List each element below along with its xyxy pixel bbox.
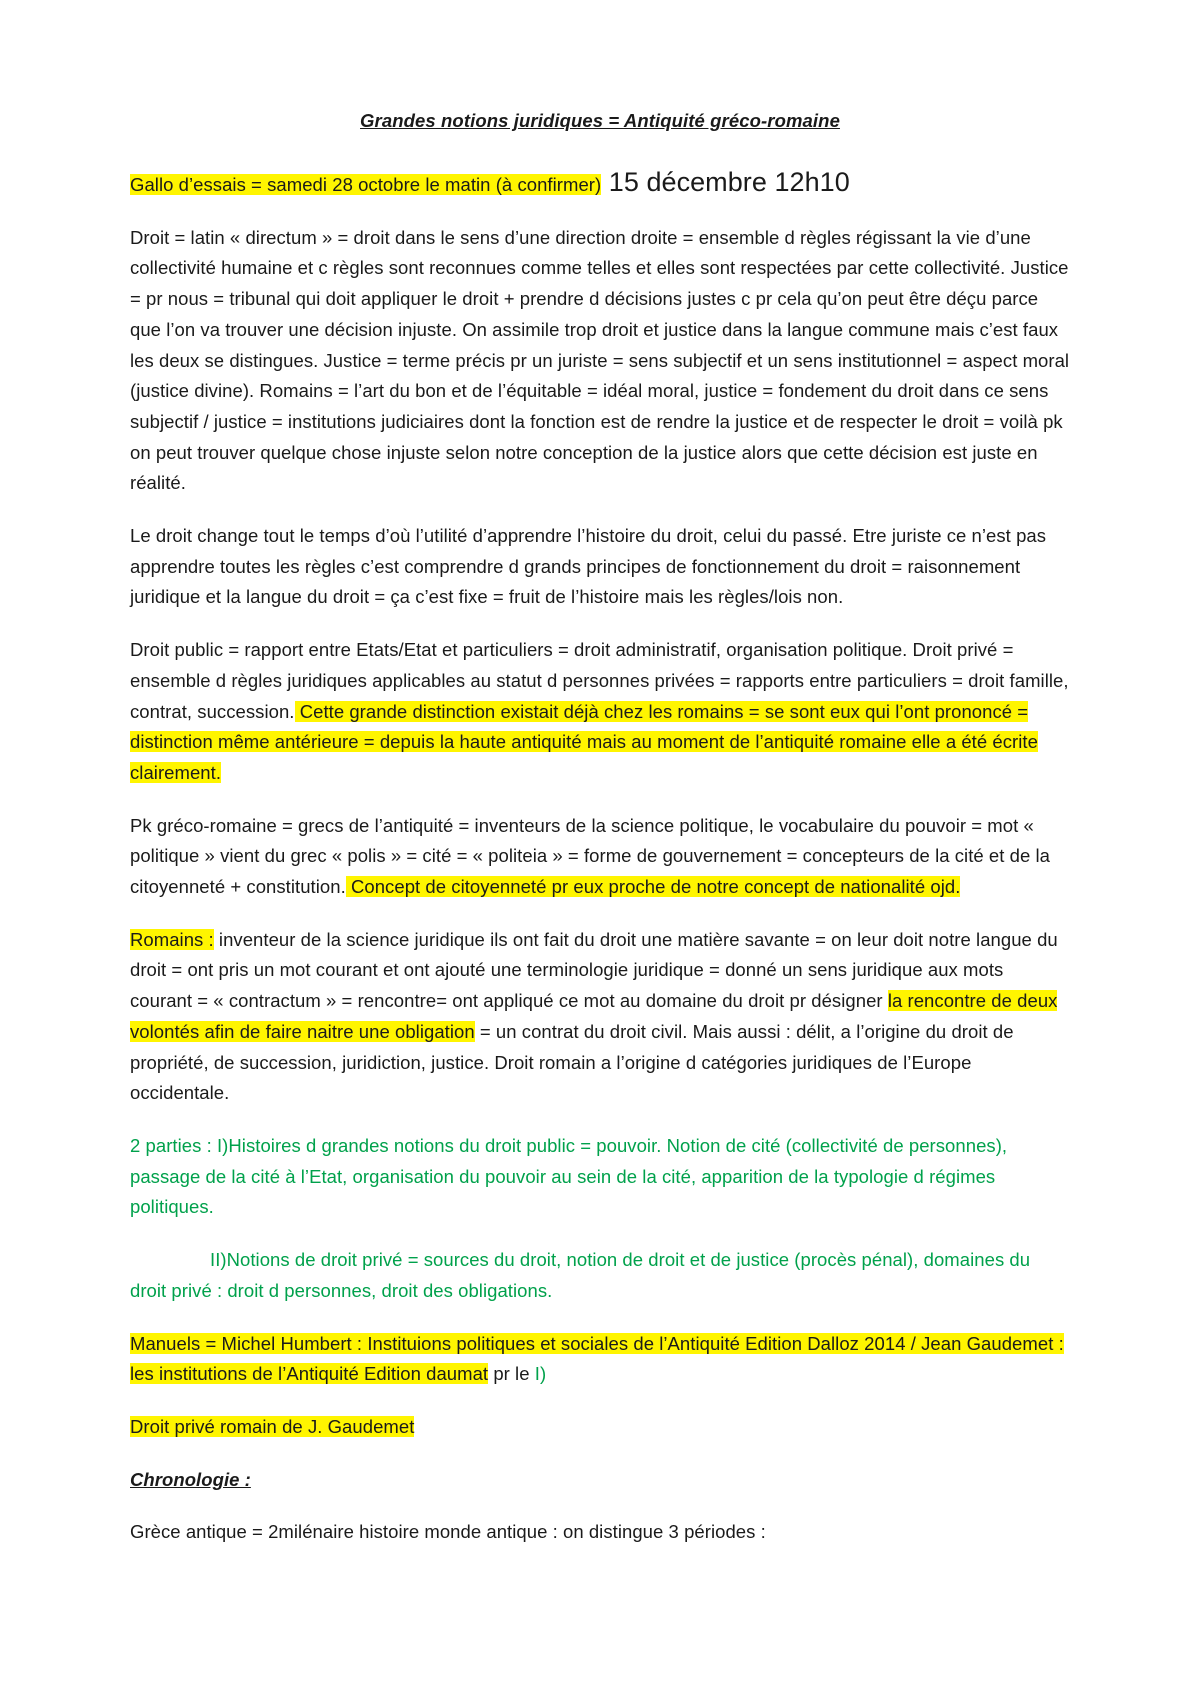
chronologie-title: Chronologie : bbox=[130, 1468, 251, 1490]
plan-label: 2 parties : bbox=[130, 1134, 217, 1156]
paragraph-manuels bbox=[130, 1329, 1070, 1390]
paragraph-droit-prive-romain bbox=[130, 1412, 1070, 1443]
manuels-tail-green: I) bbox=[534, 1363, 547, 1385]
exam-note-paragraph bbox=[130, 166, 1070, 201]
romains-label-highlight: Romains : bbox=[130, 928, 214, 950]
paragraph-greco-romaine-plain: Pk gréco-romaine = grecs de l’antiquité = inventeurs de la science politique, le vocabulaire du pouvoir = mot « politique » vient du grec « polis » = cité = « politeia » = forme de gouvernement = concepteurs de la cité et de la citoyenneté + constitution. bbox=[130, 814, 1051, 898]
paragraph-greco-romaine bbox=[130, 811, 1070, 903]
romains-text-b: = un contrat du droit civil. Mais aussi : délit, a l’origine du droit de propriété, de succession, juridiction, justice. Droit romain a l’origine d catégories juridiques de l’Europe occidentale. bbox=[130, 1020, 1014, 1104]
exam-note-highlight: Gallo d’essais = samedi 28 octobre le matin (à confirmer) bbox=[130, 174, 602, 195]
paragraph-definition-droit: Droit = latin « directum » = droit dans le sens d’une direction droite = ensemble d règles régissant la vie d’une collectivité humaine et c règles sont reconnues comme telles et elles sont respectées par cette collectivité. Justice = pr nous = tribunal qui doit appliquer le droit + prendre d décisions justes c pr cela qu’on peut être déçu parce que l’on va trouver une décision injuste. On assimile trop droit et justice dans la langue commune mais c’est faux les deux se distingues. Justice = terme précis pr un juriste = sens subjectif et un sens institutionnel = aspect moral (justice divine). Romains = l’art du bon et de l’équitable = idéal moral, justice = fondement du droit dans ce sens subjectif / justice = institutions judiciaires dont la fonction est de rendre la justice et de respecter le droit = voilà pk on peut trouver quelque chose injuste selon notre conception de la justice alors que cette décision est juste en réalité. bbox=[130, 226, 1070, 494]
paragraph-romains bbox=[130, 925, 1070, 1109]
manuels-highlight: Manuels = Michel Humbert : Instituions politiques et sociales de l’Antiquité Edition Dalloz 2014 / Jean Gaudemet : les institutions de l’Antiquité Edition daumat bbox=[130, 1332, 1064, 1385]
paragraph-plan-partie-1 bbox=[130, 1131, 1070, 1223]
droit-prive-romain-highlight: Droit privé romain de J. Gaudemet bbox=[130, 1415, 415, 1437]
plan-partie-1-text: I)Histoires d grandes notions du droit public = pouvoir. Notion de cité (collectivité de personnes), passage de la cité à l’Etat, organisation du pouvoir au sein de la cité, apparition de la typologie d régimes politiques. bbox=[130, 1134, 1008, 1218]
paragraph-droit-public-prive-highlight: Cette grande distinction existait déjà chez les romains = se sont eux qui l’ont prononcé = distinction même antérieure = depuis la haute antiquité mais au moment de l’antiquité romaine elle a été écrite clairement. bbox=[130, 700, 1038, 783]
chronologie-heading bbox=[130, 1465, 1070, 1496]
paragraph-greco-romaine-highlight: Concept de citoyenneté pr eux proche de notre concept de nationalité ojd. bbox=[345, 876, 961, 898]
paragraph-histoire-du-droit: Le droit change tout le temps d’où l’utilité d’apprendre l’histoire du droit, celui du passé. Etre juriste ce n’est pas apprendre toutes les règles c’est comprendre d grands principes de fonctionnement du droit = raisonnement juridique et la langue du droit = ça c’est fixe = fruit de l’histoire mais les règles/lois non. bbox=[130, 525, 1047, 608]
paragraph-droit-public-prive-plain: Droit public = rapport entre Etats/Etat et particuliers = droit administratif, organisation politique. Droit privé = ensemble d règles juridiques applicables au statut d personnes privées = rapports entre particuliers = droit famille, contrat, succession. bbox=[130, 639, 1069, 722]
manuels-tail-plain: pr le bbox=[488, 1363, 535, 1385]
paragraph-grece-antique: Grèce antique = 2milénaire histoire monde antique : on distingue 3 périodes : bbox=[130, 1521, 766, 1543]
paragraph-droit-public-prive bbox=[130, 635, 1070, 789]
plan-partie-2-text: II)Notions de droit privé = sources du droit, notion de droit et de justice (procès pénal), domaines du droit privé : droit d personnes, droit des obligations. bbox=[130, 1249, 1031, 1301]
romains-definition-highlight: la rencontre de deux volontés afin de faire naitre une obligation bbox=[130, 990, 1058, 1042]
exam-note-time: 15 décembre 12h10 bbox=[601, 167, 850, 197]
romains-text-a: inventeur de la science juridique ils ont fait du droit une matière savante = on leur doit notre langue du droit = ont pris un mot courant et ont ajouté une terminologie juridique = donné un sens juridique aux mots courant = « contractum » = rencontre= ont appliqué ce mot au domaine du droit pr désigner bbox=[130, 928, 1058, 1012]
page-title: Grandes notions juridiques = Antiquité gréco-romaine bbox=[360, 110, 840, 131]
paragraph-plan-partie-2 bbox=[130, 1245, 1070, 1306]
